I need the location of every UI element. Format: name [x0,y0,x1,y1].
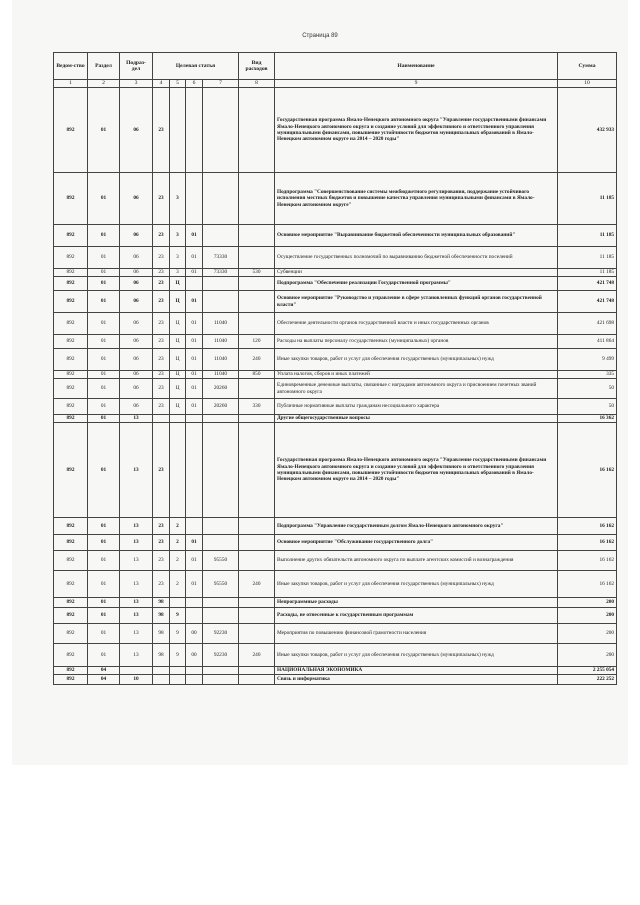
cell-cs-subprogram: Ц [170,379,186,399]
cell-vid-raskhodov [239,518,275,535]
cell-vid-raskhodov [239,535,275,551]
cell-vid-raskhodov [239,675,275,685]
header-vedomstvo: Ведом-ство [54,53,88,80]
cell-vid-raskhodov: 240 [239,571,275,598]
cell-summa: 50 [558,379,617,399]
cell-cs-program: 98 [153,608,170,624]
cell-cs-event: 01 [186,313,203,335]
cell-cs-direction [203,598,239,608]
cell-summa: 421 748 [558,291,617,313]
cell-cs-subprogram: Ц [170,291,186,313]
cell-razdel: 01 [88,371,120,379]
cell-cs-direction: 73330 [203,269,239,277]
cell-razdel: 01 [88,608,120,624]
column-number: 8 [239,80,275,88]
cell-naimenovanie: Подпрограмма "Обеспечение реализации Государственной программы" [275,277,558,291]
cell-podrazdel: 06 [120,379,153,399]
cell-vid-raskhodov [239,88,275,173]
cell-vedomstvo: 892 [54,399,88,415]
cell-vid-raskhodov: 240 [239,349,275,371]
cell-cs-direction: 11040 [203,335,239,349]
cell-podrazdel: 13 [120,571,153,598]
cell-podrazdel: 06 [120,277,153,291]
cell-naimenovanie: Другие общегосударственные вопросы [275,415,558,423]
cell-cs-program: 23 [153,551,170,571]
cell-cs-subprogram: Ц [170,277,186,291]
cell-naimenovanie: Основное мероприятие "Выравнивание бюджетной обеспеченности муниципальных образований" [275,225,558,247]
cell-cs-program: 23 [153,379,170,399]
page-number: Страница 89 [302,33,338,39]
cell-summa: 200 [558,608,617,624]
cell-summa: 222 252 [558,675,617,685]
cell-cs-direction [203,518,239,535]
cell-podrazdel: 13 [120,598,153,608]
header-celevaya-statya: Целевая статья [153,53,239,80]
cell-podrazdel: 06 [120,349,153,371]
cell-razdel: 01 [88,335,120,349]
cell-summa: 11 185 [558,225,617,247]
table-row [54,667,617,675]
cell-naimenovanie: Обеспечение деятельности органов государственной власти и иных государственных органов [275,313,558,335]
cell-cs-subprogram [170,423,186,518]
cell-razdel: 01 [88,379,120,399]
cell-summa: 11 185 [558,173,617,225]
cell-cs-event: 01 [186,247,203,269]
cell-cs-direction: 11040 [203,349,239,371]
cell-cs-subprogram: 2 [170,551,186,571]
table-row [54,269,617,277]
cell-razdel: 01 [88,399,120,415]
cell-podrazdel: 06 [120,269,153,277]
table-row [54,379,617,399]
cell-summa: 2 255 054 [558,667,617,675]
cell-cs-event: 01 [186,535,203,551]
cell-razdel: 01 [88,247,120,269]
table-row [54,423,617,518]
cell-cs-subprogram: Ц [170,371,186,379]
cell-cs-direction [203,423,239,518]
cell-podrazdel: 06 [120,247,153,269]
cell-podrazdel: 10 [120,675,153,685]
cell-cs-subprogram: 3 [170,225,186,247]
cell-summa: 16 162 [558,518,617,535]
cell-vid-raskhodov [239,551,275,571]
cell-cs-program: 23 [153,349,170,371]
cell-vedomstvo: 892 [54,608,88,624]
column-number: 4 [153,80,170,88]
cell-vedomstvo: 892 [54,291,88,313]
cell-naimenovanie: Государственная программа Ямало-Ненецкого автономного округа "Управление государственными финансами Ямало-Ненецкого автономного округа и создание условий для эффективного и ответственного управления муниципальными финансами, повышение устойчивости бюджетов муниципальных образований в Ямало-Ненецком автономном округе на 2014 – 2020 годы" [275,423,558,518]
cell-summa: 11 185 [558,269,617,277]
cell-vid-raskhodov [239,247,275,269]
cell-cs-event [186,598,203,608]
cell-cs-program [153,415,170,423]
table-row [54,349,617,371]
cell-podrazdel: 06 [120,291,153,313]
cell-summa: 11 185 [558,247,617,269]
cell-cs-subprogram: 9 [170,608,186,624]
cell-naimenovanie: Субвенции [275,269,558,277]
cell-vid-raskhodov [239,423,275,518]
cell-vedomstvo: 892 [54,667,88,675]
cell-cs-program: 23 [153,399,170,415]
cell-cs-event: 01 [186,225,203,247]
cell-vedomstvo: 892 [54,88,88,173]
cell-razdel: 01 [88,173,120,225]
cell-podrazdel: 13 [120,518,153,535]
cell-cs-event [186,518,203,535]
cell-cs-program: 98 [153,598,170,608]
cell-cs-subprogram [170,667,186,675]
cell-cs-direction [203,667,239,675]
cell-naimenovanie: Основное мероприятие "Руководство и управление в сфере установленных функций органов государственной власти" [275,291,558,313]
cell-podrazdel [120,667,153,675]
cell-razdel: 01 [88,349,120,371]
cell-cs-direction: 20260 [203,399,239,415]
cell-naimenovanie: Расходы на выплаты персоналу государственных (муниципальных) органов [275,335,558,349]
cell-podrazdel: 06 [120,313,153,335]
cell-naimenovanie: Связь и информатика [275,675,558,685]
table-row [54,173,617,225]
cell-cs-program: 98 [153,624,170,644]
cell-cs-event: 00 [186,624,203,644]
cell-cs-program: 23 [153,571,170,598]
cell-cs-subprogram: 9 [170,624,186,644]
cell-cs-subprogram [170,88,186,173]
cell-cs-subprogram: Ц [170,349,186,371]
cell-naimenovanie: Иные закупки товаров, работ и услуг для обеспечения государственных (муниципальных) нужд [275,644,558,667]
cell-vid-raskhodov: 330 [239,399,275,415]
column-number: 6 [186,80,203,88]
cell-cs-program: 23 [153,173,170,225]
cell-razdel: 01 [88,551,120,571]
cell-summa: 335 [558,371,617,379]
cell-naimenovanie: Единовременные денежные выплаты, связанные с наградами автономного округа и присвоением почетных званий автономного округа [275,379,558,399]
cell-cs-event: 01 [186,349,203,371]
cell-summa: 200 [558,624,617,644]
column-number: 1 [54,80,88,88]
cell-vedomstvo: 892 [54,644,88,667]
cell-cs-direction [203,415,239,423]
cell-vid-raskhodov [239,598,275,608]
cell-vedomstvo: 892 [54,173,88,225]
cell-cs-direction: 92230 [203,644,239,667]
cell-cs-program: 98 [153,644,170,667]
cell-cs-program: 23 [153,291,170,313]
cell-cs-direction [203,88,239,173]
cell-summa: 16 162 [558,551,617,571]
cell-cs-program [153,675,170,685]
cell-razdel: 01 [88,88,120,173]
table-row [54,335,617,349]
cell-cs-event: 01 [186,291,203,313]
cell-cs-subprogram [170,598,186,608]
cell-podrazdel: 06 [120,399,153,415]
cell-vid-raskhodov [239,225,275,247]
cell-vedomstvo: 892 [54,675,88,685]
cell-summa: 411 864 [558,335,617,349]
cell-naimenovanie: Мероприятия по повышению финансовой грамотности населения [275,624,558,644]
cell-podrazdel: 06 [120,173,153,225]
cell-summa: 16 362 [558,415,617,423]
budget-table [53,52,617,685]
cell-cs-program [153,667,170,675]
cell-razdel: 04 [88,667,120,675]
cell-vid-raskhodov [239,667,275,675]
cell-vid-raskhodov [239,173,275,225]
cell-cs-event [186,88,203,173]
cell-cs-program: 23 [153,247,170,269]
cell-vid-raskhodov [239,313,275,335]
cell-cs-program: 23 [153,335,170,349]
cell-razdel: 01 [88,598,120,608]
cell-razdel: 01 [88,291,120,313]
cell-razdel: 01 [88,225,120,247]
cell-cs-subprogram: 9 [170,644,186,667]
cell-naimenovanie: Подпрограмма "Управление государственным долгом Ямало-Ненецкого автономного округа" [275,518,558,535]
header-vid-raskhodov: Вид расходов [239,53,275,80]
cell-razdel: 01 [88,313,120,335]
cell-razdel: 01 [88,518,120,535]
table-row [54,608,617,624]
cell-summa: 16 162 [558,571,617,598]
cell-cs-direction [203,291,239,313]
cell-naimenovanie: Расходы, не отнесенные к государственным программам [275,608,558,624]
cell-summa: 421 698 [558,313,617,335]
table-row [54,291,617,313]
table-row [54,277,617,291]
cell-vid-raskhodov: 120 [239,335,275,349]
cell-cs-direction [203,675,239,685]
cell-vid-raskhodov [239,415,275,423]
table-row [54,313,617,335]
column-number: 9 [275,80,558,88]
cell-vedomstvo: 892 [54,225,88,247]
cell-cs-event: 00 [186,644,203,667]
column-number: 10 [558,80,617,88]
cell-cs-event [186,173,203,225]
cell-naimenovanie: Осуществление государственных полномочий по выравниванию бюджетной обеспеченности поселений [275,247,558,269]
cell-summa: 200 [558,598,617,608]
cell-cs-subprogram: Ц [170,313,186,335]
cell-vedomstvo: 892 [54,598,88,608]
header-podrazdel: Подраз-дел [120,53,153,80]
table-row [54,624,617,644]
cell-cs-event: 01 [186,379,203,399]
cell-podrazdel: 06 [120,88,153,173]
cell-podrazdel: 13 [120,535,153,551]
cell-cs-event [186,608,203,624]
table-row [54,88,617,173]
cell-vedomstvo: 892 [54,571,88,598]
cell-cs-event [186,277,203,291]
cell-naimenovanie: Подпрограмма "Совершенствование системы межбюджетного регулирования, поддержание устойчивого исполнения местных бюджетов и повышение качества управления муниципальными финансами в Ямало-Ненецком автономном округе" [275,173,558,225]
cell-summa: 9 499 [558,349,617,371]
header-summa: Сумма [558,53,617,80]
cell-cs-subprogram: Ц [170,335,186,349]
cell-cs-program: 23 [153,277,170,291]
column-numbers-row [54,80,617,88]
cell-cs-subprogram: Ц [170,399,186,415]
cell-cs-subprogram: 3 [170,173,186,225]
cell-podrazdel: 06 [120,335,153,349]
cell-naimenovanie: Публичные нормативные выплаты гражданам несоциального характера [275,399,558,415]
cell-cs-event [186,415,203,423]
cell-razdel: 01 [88,535,120,551]
cell-summa: 16 162 [558,535,617,551]
cell-podrazdel: 13 [120,644,153,667]
cell-cs-event [186,675,203,685]
cell-cs-subprogram: 2 [170,518,186,535]
cell-vedomstvo: 892 [54,313,88,335]
cell-vedomstvo: 892 [54,624,88,644]
cell-naimenovanie: Непрограммные расходы [275,598,558,608]
cell-vedomstvo: 892 [54,247,88,269]
cell-cs-event: 01 [186,551,203,571]
cell-cs-event: 01 [186,571,203,598]
cell-cs-direction: 95550 [203,551,239,571]
cell-cs-direction: 73330 [203,247,239,269]
cell-summa: 50 [558,399,617,415]
cell-summa: 200 [558,644,617,667]
cell-vedomstvo: 892 [54,379,88,399]
cell-cs-direction: 92230 [203,624,239,644]
cell-vid-raskhodov [239,277,275,291]
cell-cs-direction: 11040 [203,313,239,335]
cell-cs-direction [203,608,239,624]
cell-naimenovanie: Уплата налогов, сборов и иных платежей [275,371,558,379]
cell-cs-subprogram: 2 [170,571,186,598]
cell-summa: 16 162 [558,423,617,518]
cell-podrazdel: 13 [120,415,153,423]
cell-vedomstvo: 892 [54,551,88,571]
cell-cs-event: 01 [186,335,203,349]
cell-cs-program: 23 [153,88,170,173]
header-naimenovanie: Наименование [275,53,558,80]
cell-cs-program: 23 [153,371,170,379]
column-number: 2 [88,80,120,88]
table-row [54,518,617,535]
cell-razdel: 04 [88,675,120,685]
cell-vedomstvo: 892 [54,535,88,551]
cell-vid-raskhodov [239,379,275,399]
cell-podrazdel: 13 [120,551,153,571]
table-row [54,399,617,415]
cell-naimenovanie: Иные закупки товаров, работ и услуг для обеспечения государственных (муниципальных) нужд [275,571,558,598]
cell-cs-program: 23 [153,518,170,535]
cell-cs-event: 01 [186,269,203,277]
cell-vedomstvo: 892 [54,518,88,535]
cell-vid-raskhodov: 240 [239,644,275,667]
table-row [54,644,617,667]
cell-cs-subprogram: 3 [170,247,186,269]
cell-vid-raskhodov: 850 [239,371,275,379]
cell-razdel: 01 [88,624,120,644]
cell-cs-event [186,423,203,518]
cell-cs-event: 01 [186,399,203,415]
table-row [54,371,617,379]
cell-cs-direction: 11040 [203,371,239,379]
cell-razdel: 01 [88,423,120,518]
cell-razdel: 01 [88,415,120,423]
cell-vedomstvo: 892 [54,335,88,349]
cell-vid-raskhodov [239,608,275,624]
cell-cs-direction [203,173,239,225]
cell-podrazdel: 13 [120,624,153,644]
cell-cs-event [186,667,203,675]
table-row [54,247,617,269]
cell-vid-raskhodov [239,291,275,313]
cell-cs-program: 23 [153,269,170,277]
cell-vedomstvo: 892 [54,423,88,518]
cell-vid-raskhodov [239,624,275,644]
cell-cs-program: 23 [153,313,170,335]
cell-razdel: 01 [88,269,120,277]
cell-cs-event: 01 [186,371,203,379]
column-number: 3 [120,80,153,88]
cell-naimenovanie: Иные закупки товаров, работ и услуг для обеспечения государственных (муниципальных) нужд [275,349,558,371]
table-row [54,675,617,685]
cell-naimenovanie: Основное мероприятие "Обслуживание государственного долга" [275,535,558,551]
cell-cs-direction [203,277,239,291]
table-row [54,551,617,571]
cell-vid-raskhodov: 530 [239,269,275,277]
cell-vedomstvo: 892 [54,415,88,423]
column-number: 5 [170,80,186,88]
cell-cs-direction [203,535,239,551]
cell-podrazdel: 13 [120,423,153,518]
cell-cs-subprogram [170,675,186,685]
cell-cs-subprogram: 2 [170,535,186,551]
cell-cs-program: 23 [153,535,170,551]
table-row [54,571,617,598]
cell-cs-direction: 20260 [203,379,239,399]
cell-razdel: 01 [88,277,120,291]
cell-cs-subprogram [170,415,186,423]
column-number: 7 [203,80,239,88]
cell-naimenovanie: НАЦИОНАЛЬНАЯ ЭКОНОМИКА [275,667,558,675]
header-razdel: Раздел [88,53,120,80]
table-row [54,415,617,423]
cell-vedomstvo: 892 [54,349,88,371]
cell-podrazdel: 13 [120,608,153,624]
cell-razdel: 01 [88,571,120,598]
table-row [54,225,617,247]
cell-cs-program: 23 [153,225,170,247]
cell-naimenovanie: Государственная программа Ямало-Ненецкого автономного округа "Управление государственными финансами Ямало-Ненецкого автономного округа и создание условий для эффективного и ответственного управления муниципальными финансами, повышение устойчивости бюджетов муниципальных образований в Ямало-Ненецком автономном округе на 2014 – 2020 годы" [275,88,558,173]
cell-podrazdel: 06 [120,225,153,247]
cell-razdel: 01 [88,644,120,667]
cell-cs-direction: 95550 [203,571,239,598]
cell-vedomstvo: 892 [54,277,88,291]
cell-summa: 432 933 [558,88,617,173]
cell-vedomstvo: 892 [54,269,88,277]
table-row [54,598,617,608]
cell-cs-program: 23 [153,423,170,518]
cell-summa: 421 748 [558,277,617,291]
cell-podrazdel: 06 [120,371,153,379]
cell-naimenovanie: Выполнение других обязательств автономного округа по выплате агентских комиссий и вознаграждения [275,551,558,571]
table-row [54,535,617,551]
cell-vedomstvo: 892 [54,371,88,379]
cell-cs-subprogram: 3 [170,269,186,277]
cell-cs-direction [203,225,239,247]
